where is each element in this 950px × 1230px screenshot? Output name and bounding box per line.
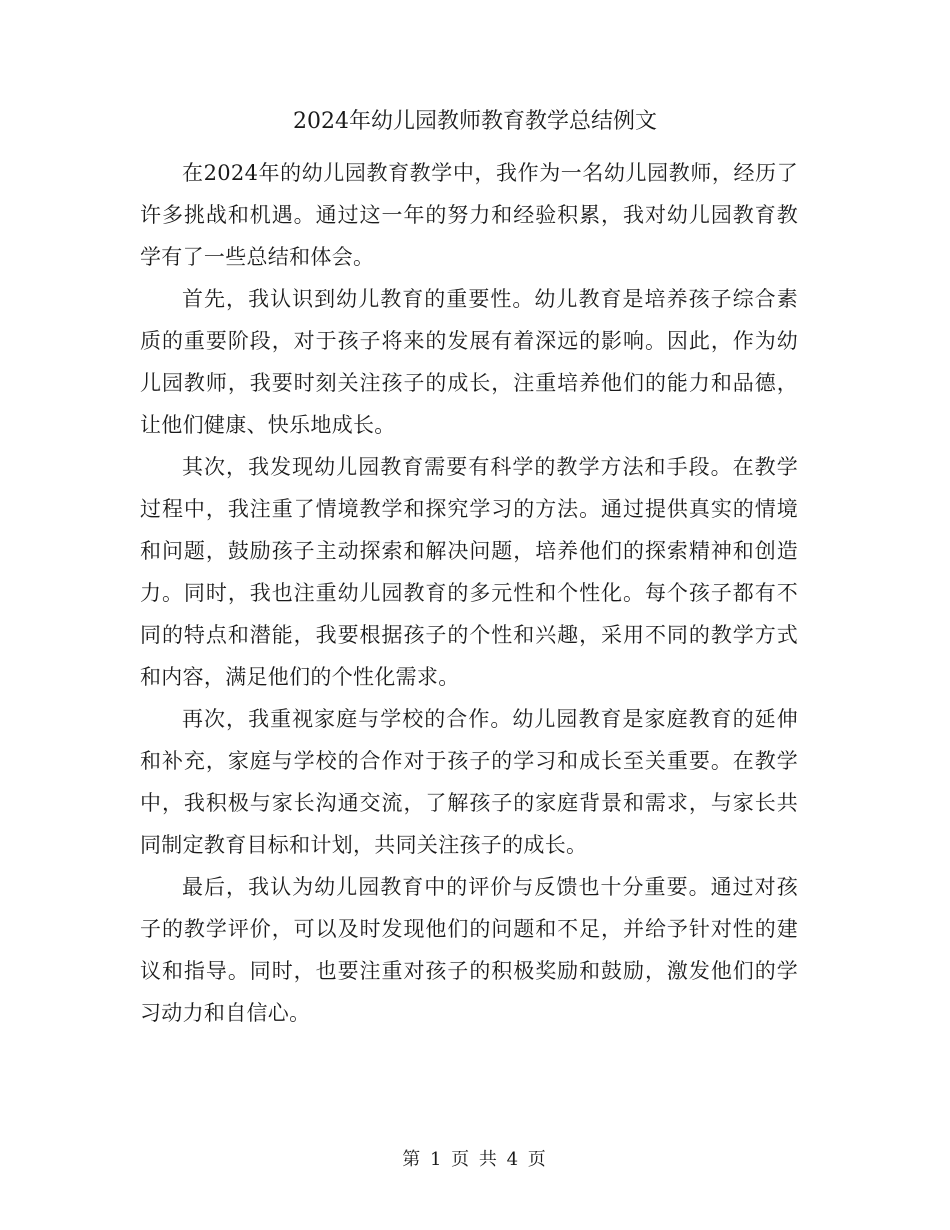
document-title: 2024年幼儿园教师教育教学总结例文 (293, 109, 657, 134)
page-number-footer: 第 1 页 共 4 页 (402, 1149, 548, 1170)
paragraph-first-point: 首先，我认识到幼儿教育的重要性。幼儿教育是培养孩子综合素质的重要阶段，对于孩子将来的发展有着深远的影响。因此，作为幼儿园教师，我要时刻关注孩子的成长，注重培养他们的能力和品德，让他们健康、快乐地成长。 (140, 287, 798, 437)
paragraph-final-point: 最后，我认为幼儿园教育中的评价与反馈也十分重要。通过对孩子的教学评价，可以及时发现他们的问题和不足，并给予针对性的建议和指导。同时，也要注重对孩子的积极奖励和鼓励，激发他们的学习动力和自信心。 (140, 875, 798, 1025)
paragraph-intro: 在2024年的幼儿园教育教学中，我作为一名幼儿园教师，经历了许多挑战和机遇。通过这一年的努力和经验积累，我对幼儿园教育教学有了一些总结和体会。 (140, 161, 798, 269)
paragraph-third-point: 再次，我重视家庭与学校的合作。幼儿园教育是家庭教育的延伸和补充，家庭与学校的合作对于孩子的学习和成长至关重要。在教学中，我积极与家长沟通交流，了解孩子的家庭背景和需求，与家长共同制定教育目标和计划，共同关注孩子的成长。 (140, 707, 798, 857)
paragraph-second-point: 其次，我发现幼儿园教育需要有科学的教学方法和手段。在教学过程中，我注重了情境教学和探究学习的方法。通过提供真实的情境和问题，鼓励孩子主动探索和解决问题，培养他们的探索精神和创造力。同时，我也注重幼儿园教育的多元性和个性化。每个孩子都有不同的特点和潜能，我要根据孩子的个性和兴趣，采用不同的教学方式和内容，满足他们的个性化需求。 (140, 455, 798, 689)
document-body (140, 152, 798, 1034)
